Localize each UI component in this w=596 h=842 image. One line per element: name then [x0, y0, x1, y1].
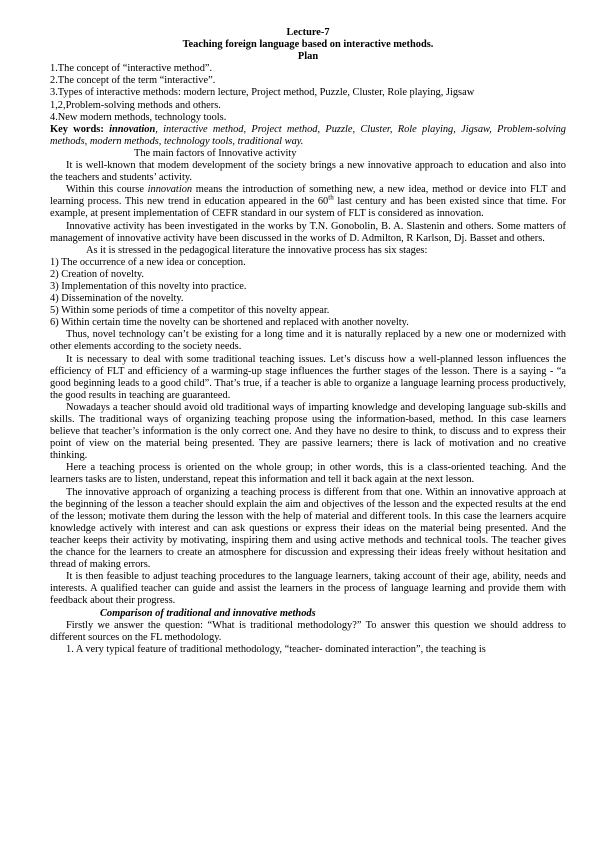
paragraph: The innovative approach of organizing a teaching process is different from that one. Within an innovative approach at the beginning of the lesson a teacher should explain the aim and objectives of the lesson and the expected results at the end of the lesson; motivate them during the lesson with the help of material and different tools. In this case the learners acquire knowledge actively with interest and can ask questions or express their ideas on the material being presented. And the teacher keeps their activity by motivating, inspiring them and using active methods and technical tools. The teacher gives the chance for the learners to create an atmosphere for discussion and expressing their ideas freely without hesitation and thread of making errors.	[50, 486, 566, 571]
lecture-title: Teaching foreign language based on interactive methods.	[182, 39, 434, 51]
paragraph: Within this course innovation means the introduction of something new, a new idea, method or device into FLT and learning process. This new trend in education appeared in the 60th last century and has been existed since that time. For example, at present implementation of CEFR standard in our system of FLT is considered as innovation.	[50, 184, 566, 220]
key-words-list: , interactive method, Project method, Puzzle, Cluster, Role playing, Jigsaw, Problem-solving methods, modern methods, technology tools, traditional way.	[50, 123, 566, 147]
paragraph: It is then feasible to adjust teaching procedures to the language learners, taking account of their age, ability, needs and interests. A qualified teacher can guide and assist the learners in the process of language learning and provide them with feedback about their progress.	[50, 571, 566, 607]
paragraph: 1. A very typical feature of traditional methodology, “teacher- dominated interaction”, the teaching is	[66, 643, 486, 655]
paragraph: As it is stressed in the pedagogical literature the innovative process has six stages:	[86, 244, 428, 256]
paragraph: Here a teaching process is oriented on the whole group; in other words, this is a class-oriented teaching. And the learners tasks are to listen, understand, repeat this information and tell it back again at the next lesson.	[50, 462, 566, 486]
paragraph: Innovative activity has been investigated in the works by T.N. Gonobolin, B. A. Slastenin and others. Some matters of management of innovative activity have been discussed in the works of D. Admilton, R Karlson, Dj. Basset and others.	[50, 220, 566, 244]
key-word-innovation: innovation	[109, 123, 156, 135]
plan-item: 3.Types of interactive methods: modern lecture, Project method, Puzzle, Cluster, Role playing, Jigsaw	[50, 87, 475, 99]
stage-item: 5) Within some periods of time a competitor of this novelty appear.	[50, 305, 330, 317]
plan-item: 4.New modern methods, technology tools.	[50, 111, 227, 123]
paragraph: Nowadays a teacher should avoid old traditional ways of imparting knowledge and developing language sub-skills and skills. The traditional ways of organizing teaching propose using the information-based, method. In this case learners believe that teacher’s information is the only correct one. And they have no desire to think, to discuss and to express their point of view on the material being presented. They are passive learners; there is lack of motivation and no creative thinking.	[50, 401, 566, 462]
comparison-heading: Comparison of traditional and innovative methods	[100, 607, 316, 619]
stage-item: 2) Creation of novelty.	[50, 268, 144, 280]
paragraph: Thus, novel technology can’t be existing for a long time and it is naturally replaced by a new one or modernized with other elements according to the society needs.	[50, 329, 566, 353]
stage-item: 1) The occurrence of a new idea or conception.	[50, 256, 246, 268]
term-innovation: innovation	[147, 184, 193, 196]
stage-item: 6) Within certain time the novelty can be shortened and replaced with another novelty.	[50, 317, 409, 329]
stages-list	[50, 257, 566, 330]
stage-item: 4) Dissemination of the novelty.	[50, 293, 184, 305]
lecture-number: Lecture-7	[286, 27, 330, 38]
plan-heading: Plan	[297, 51, 319, 63]
section-title: The main factors of Innovative activity	[134, 147, 297, 159]
paragraph: It is necessary to deal with some traditional teaching issues. Let’s discuss how a well-planned lesson influences the efficiency of FLT and efficiency of a warming-up stage influences the further stages of the lesson. There is a saying - “a good beginning leads to a good child”. That’s true, if a teacher is able to organize a language learning process productively, the good results in teaching are guaranteed.	[50, 353, 566, 401]
plan-item: 1,2,Problem-solving methods and others.	[50, 99, 221, 111]
plan-item: 2.The concept of the term “interactive”.	[50, 75, 216, 87]
key-words	[50, 124, 566, 148]
paragraph: Firstly we answer the question: “What is traditional methodology?” To answer this question we should address to different sources on the FL methodology.	[50, 619, 566, 643]
paragraph: It is well-known that modem development of the society brings a new innovative approach to education and also into the teachers and students’ activity.	[50, 160, 566, 184]
key-words-label: Key words:	[50, 123, 104, 135]
plan-list	[50, 63, 566, 123]
plan-item: 1.The concept of “interactive method”.	[50, 63, 213, 75]
stage-item: 3) Implementation of this novelty into practice.	[50, 280, 247, 292]
